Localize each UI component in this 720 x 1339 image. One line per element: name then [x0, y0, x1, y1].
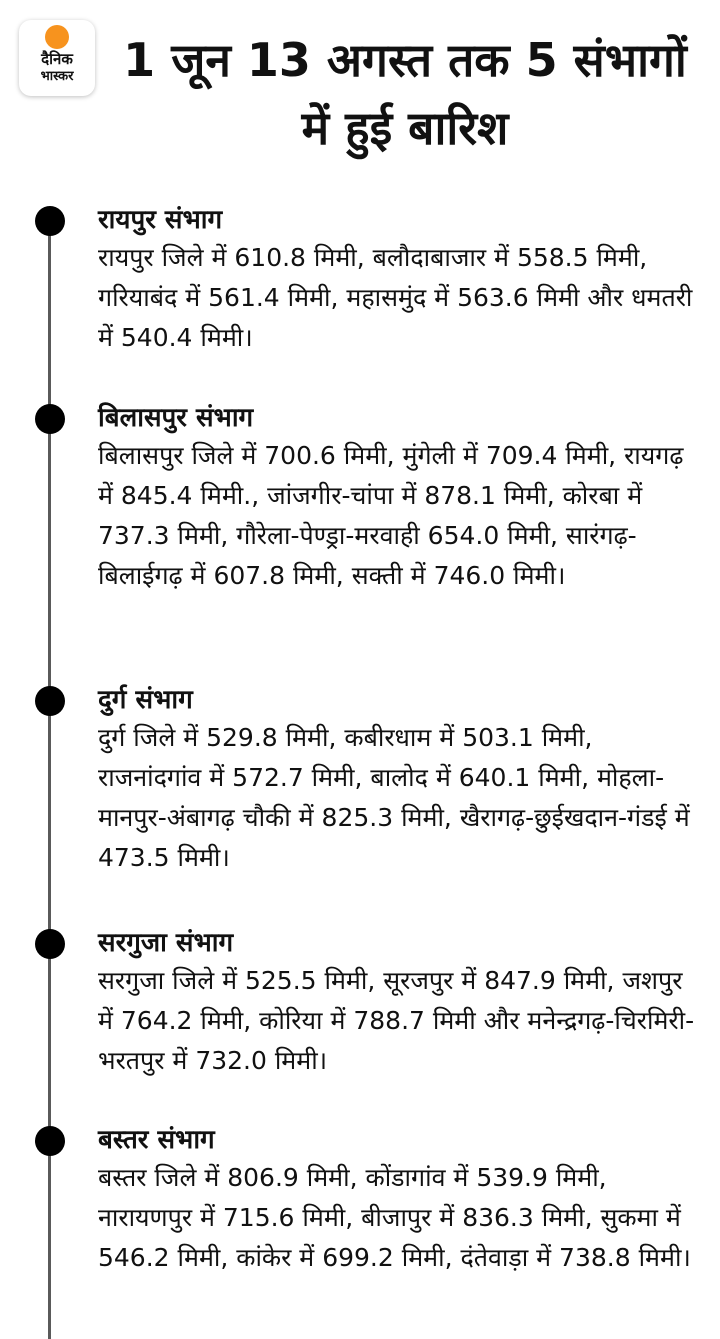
section-title: रायपुर संभाग [98, 205, 223, 235]
section-text: दुर्ग जिले में 529.8 मिमी, कबीरधाम में 503.1 मिमी, राजनांदगांव में 572.7 मिमी, बालोद में 640.1 मिमी, मोहला-मानपुर-अंबागढ़ चौकी में 825.3 मिमी, खैरागढ़-छुईखदान-गंडई में 473.5 मिमी। [98, 723, 690, 872]
section-text: बस्तर जिले में 806.9 मिमी, कोंडागांव में 539.9 मिमी, नारायणपुर में 715.6 मिमी, बीजापुर में 836.3 मिमी, सुकमा में 546.2 मिमी, कांकेर में 699.2 मिमी, दंतेवाड़ा में 738.8 मिमी। [98, 1163, 691, 1272]
section-text: बिलासपुर जिले में 700.6 मिमी, मुंगेली में 709.4 मिमी, रायगढ़ में 845.4 मिमी., जांजगीर-चांपा में 878.1 मिमी, कोरबा में 737.3 मिमी, गौरेला-पेण्ड्रा-मरवाही 654.0 मिमी, सारंगढ़-बिलाईगढ़ में 607.8 मिमी, सक्ती में 746.0 मिमी। [98, 441, 684, 590]
section-title: बस्तर संभाग [98, 1125, 215, 1155]
section-text: रायपुर जिले में 610.8 मिमी, बलौदाबाजार में 558.5 मिमी, गरियाबंद में 561.4 मिमी, महासमुंद में 563.6 मिमी और धमतरी में 540.4 मिमी। [98, 243, 693, 352]
section-title: सरगुजा संभाग [98, 928, 234, 958]
page-title: 1 जून 13 अगस्त तक 5 संभागों में हुई बारिश [123, 33, 687, 155]
timeline-bullet-icon [35, 929, 65, 959]
logo-text-line2: भास्कर [40, 69, 74, 84]
logo-text-line1: दैनिक [41, 50, 73, 68]
timeline-bullet-icon [35, 206, 65, 236]
dainik-bhaskar-logo [19, 20, 95, 96]
timeline-bullet-icon [35, 686, 65, 716]
timeline-bullet-icon [35, 404, 65, 434]
section-title: दुर्ग संभाग [98, 685, 193, 715]
section-text: सरगुजा जिले में 525.5 मिमी, सूरजपुर में 847.9 मिमी, जशपुर में 764.2 मिमी, कोरिया में 788.7 मिमी और मनेन्द्रगढ़-चिरमिरी-भरतपुर में 732.0 मिमी। [98, 966, 695, 1075]
sun-logo-icon [45, 25, 69, 49]
timeline-bullet-icon [35, 1126, 65, 1156]
section-title: बिलासपुर संभाग [98, 403, 254, 433]
timeline-line [48, 220, 51, 1339]
